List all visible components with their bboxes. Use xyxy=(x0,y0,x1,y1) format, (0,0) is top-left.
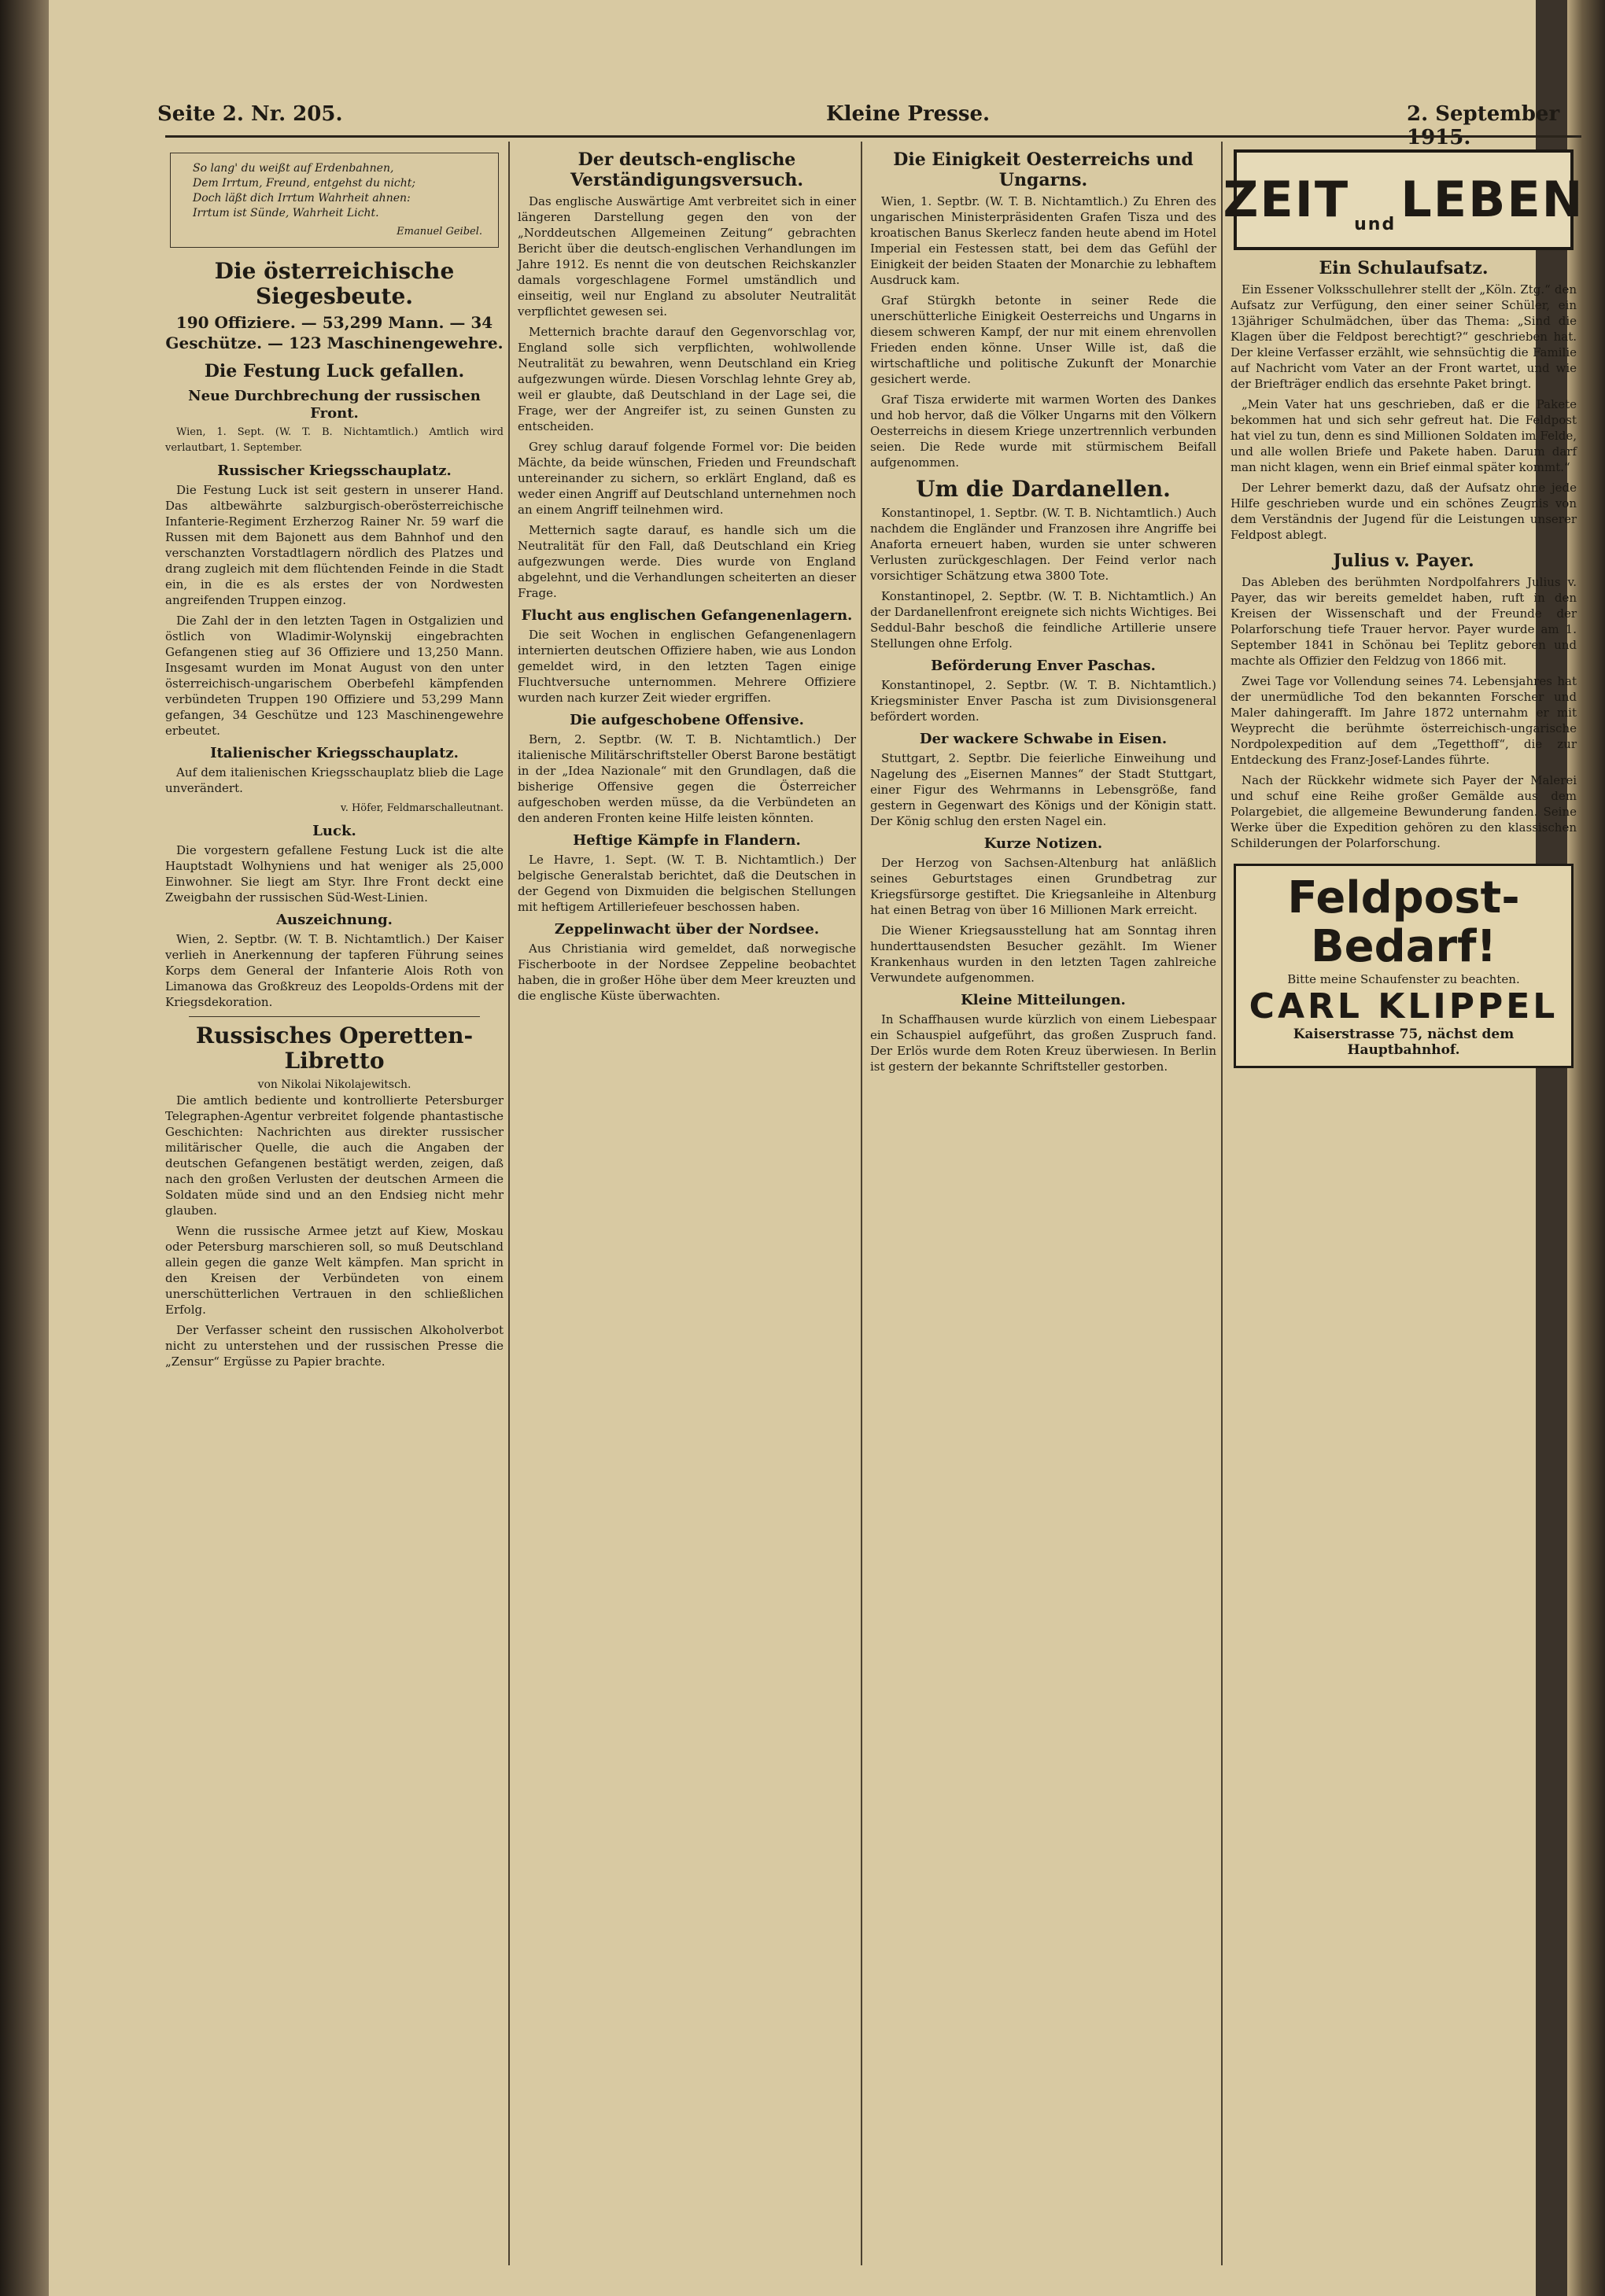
headline-einigkeit: Die Einigkeit Oesterreichs und Ungarns. xyxy=(893,149,1194,190)
paragraph: Die seit Wochen in englischen Gefangenenlagern internierten deutschen Offiziere haben, wie aus London gemeldet wird, in den letzten Tagen einige Fluchtversuche unternommen. Mehrere Offiziere wurden nach kurzer Zeit wieder ergriffen. xyxy=(518,628,856,705)
paragraph: Wenn die russische Armee jetzt auf Kiew, Moskau oder Petersburg marschieren soll, so muß Deutschland allein gegen die ganze Welt kämpfen. Man spricht in den Kreisen der Verbündeten von einem unerschütterlichen Vertrauen in den schließlichen Erfolg. xyxy=(165,1224,504,1317)
section-italienisch: Italienischer Kriegsschauplatz. xyxy=(210,745,459,761)
headline-luck-short: Luck. xyxy=(312,823,356,839)
feldpost-advertisement xyxy=(1234,864,1574,1068)
paragraph: Die vorgestern gefallene Festung Luck ist die alte Hauptstadt Wolhyniens und hat weniger als 25,000 Einwohner. Sie liegt am Styr. Ihre Front deckt eine Zweigbahn der russischen Süd-West-Linien. xyxy=(165,843,504,905)
headline-mitteilungen: Kleine Mitteilungen. xyxy=(961,992,1126,1008)
paragraph: Die Festung Luck ist seit gestern in unserer Hand. Das altbewährte salzburgisch-oberösterreichische Infanterie-Regiment Erzherzog Rainer Nr. 59 warf die Russen mit dem Bajonett aus dem Bahnhof und den verschanzten Vorstadtlagern nördlich des Platzes und drang zugleich mit dem flüchtenden Feinde in die Stadt ein, in die es als erstes der von Nordwesten angreifenden Truppen einzog. xyxy=(165,483,504,607)
headline-payer: Julius v. Payer. xyxy=(1333,551,1474,571)
paragraph: Aus Christiania wird gemeldet, daß norwegische Fischerboote in der Nordsee Zeppeline beobachtet haben, die in großer Höhe über dem Meer kreuzten und die englische Küste überwachten. xyxy=(518,942,856,1003)
paragraph: Grey schlug darauf folgende Formel vor: Die beiden Mächte, da beide wünschen, Frieden und Freundschaft untereinander zu sichern, so erklärt England, daß es weder einen Angriff auf Deutschland unternehmen noch an einem Angriff teilnehmen wird. xyxy=(518,440,856,517)
poem-author: Emanuel Geibel. xyxy=(397,226,482,238)
column-rule xyxy=(861,142,862,2265)
subheadline-numbers: 190 Offiziere. — 53,299 Mann. — 34 Geschütze. — 123 Maschinengewehre. xyxy=(165,313,504,352)
motto-poem xyxy=(170,153,499,248)
headline-schulaufsatz: Ein Schulaufsatz. xyxy=(1319,258,1489,278)
header-issue: Seite 2. Nr. 205. xyxy=(157,102,343,126)
header-title: Kleine Presse. xyxy=(826,102,991,126)
newspaper-page xyxy=(49,0,1585,2296)
zeit-und-leben-masthead xyxy=(1223,149,1585,250)
column-rule xyxy=(1221,142,1223,2265)
paragraph: Metternich sagte darauf, es handle sich um die Neutralität für den Fall, daß Deutschland ein Krieg aufgezwungen werde. Dies wurde von England abgelehnt, und die Verhandlungen scheiterten an dieser Frage. xyxy=(518,523,856,600)
ad-company: CARL KLIPPEL xyxy=(1249,986,1559,1026)
column-4 xyxy=(1223,142,1585,2281)
poem-line: Doch läßt dich Irrtum Wahrheit ahnen: xyxy=(193,192,411,205)
paragraph: Graf Tisza erwiderte mit warmen Worten des Dankes und hob hervor, daß die Völker Ungarns mit den Völkern Oesterreichs in diesem Kriege unzertrennlich verbunden seien. Die Rede wurde mit stürmischem Beifall aufgenommen. xyxy=(870,392,1216,470)
paragraph: Zwei Tage vor Vollendung seines 74. Lebensjahres hat der unermüdliche Tod den bekannten Forscher und Maler dahingerafft. Im Jahre 1872 unternahm er mit Weyprecht die berühmte österreichisch-ungarische Nordpolexpedition auf dem „Tegetthoff“, die zur Entdeckung des Franz-Josef-Landes führte. xyxy=(1230,674,1577,767)
paragraph: Die amtlich bediente und kontrollierte Petersburger Telegraphen-Agentur verbreitet folgende phantastische Geschichten: Nachrichten aus direkter russischer militärischer Quelle, die auch die Angaben der deutschen Gefangenen bestätigt werden, zeigen, daß nach den großen Verlusten der deutschen Armeen die Soldaten müde sind und an den Endsieg nicht mehr glauben. xyxy=(165,1093,504,1218)
paragraph: Wien, 2. Septbr. (W. T. B. Nichtamtlich.) Der Kaiser verlieh in Anerkennung der tapferen Führung seines Korps dem General der Infanterie Alois Roth von Limanowa das Großkreuz des Leopolds-Ordens mit der Kriegsdekoration. xyxy=(165,932,504,1009)
byline: von Nikolai Nikolajewitsch. xyxy=(257,1078,411,1091)
paragraph: Le Havre, 1. Sept. (W. T. B. Nichtamtlich.) Der belgische Generalstab berichtet, daß die Deutschen in der Gegend von Dixmuiden die belgischen Stellungen mit heftigem Artilleriefeuer beschossen haben. xyxy=(518,853,856,914)
headline-enver: Beförderung Enver Paschas. xyxy=(931,658,1156,674)
header-date: 2. September 1915. xyxy=(1407,102,1560,149)
ad-address: Kaiserstrasse 75, nächst dem Hauptbahnhof. xyxy=(1293,1026,1515,1058)
signature: v. Höfer, Feldmarschalleutnant. xyxy=(340,802,504,814)
paragraph: Die Zahl der in den letzten Tagen in Ostgalizien und östlich von Wladimir-Wolynskij eingebrachten Gefangenen stieg auf 36 Offiziere und 13,250 Mann. Insgesamt wurden im Monat August von den unter österreichisch-ungarischem Oberbefehl kämpfenden verbündeten Truppen 190 Offiziere und 53,299 Mann gefangen, 34 Geschütze und 123 Maschinengewehre erbeutet. xyxy=(165,614,504,738)
paragraph: „Mein Vater hat uns geschrieben, daß er die Pakete bekommen hat und sich sehr gefreut hat. Die Feldpost hat viel zu tun, denn es sind Millionen Soldaten im Felde, und alle wollen Briefe und Pakete haben. Darum darf man nicht klagen, wenn ein Brief einmal später kommt.“ xyxy=(1230,397,1577,474)
dateline: Wien, 1. Sept. (W. T. B. Nichtamtlich.) Amtlich wird verlautbart, 1. September. xyxy=(165,426,504,454)
poem-line: Dem Irrtum, Freund, entgehst du nicht; xyxy=(193,177,416,190)
headline-durchbrechung: Neue Durchbrechung der russischen Front. xyxy=(188,388,481,422)
column-1 xyxy=(165,142,504,2281)
headline-siegesbeute: Die österreichische Siegesbeute. xyxy=(214,258,455,309)
headline-verstaendigung: Der deutsch-englische Verständigungsversuch. xyxy=(570,149,804,190)
headline-schwabe: Der wackere Schwabe in Eisen. xyxy=(919,731,1168,747)
masthead-und: und xyxy=(1354,215,1397,234)
paragraph: Das Ableben des berühmten Nordpolfahrers Julius v. Payer, das wir bereits gemeldet haben, ruft in den Kreisen der Wissenschaft und der Freunde der Polarforschung tiefe Trauer hervor. Payer wurde am 1. September 1841 in Schönau bei Teplitz geboren und machte als Offizier den Feldzug von 1866 mit. xyxy=(1230,575,1577,668)
paragraph: Graf Stürgkh betonte in seiner Rede die unerschütterliche Einigkeit Oesterreichs und Ungarns in diesem schweren Kampf, der nur mit einem ehrenvollen Frieden enden könne. Unser Wille ist, daß die wirtschaftliche und politische Zukunft der Monarchie gesichert werde. xyxy=(870,293,1216,386)
paragraph: Der Herzog von Sachsen-Altenburg hat anläßlich seines Geburtstages einen Grundbetrag zur Kriegsfürsorge gestiftet. Die Kriegsanleihe in Altenburg hat einen Betrag von über 16 Millionen Mark erreicht. xyxy=(870,856,1216,917)
headline-luck: Die Festung Luck gefallen. xyxy=(204,361,465,381)
paragraph: Der Verfasser scheint den russischen Alkoholverbot nicht zu unterstehen und der russischen Presse die „Zensur“ Ergüsse zu Papier brachte. xyxy=(165,1323,504,1369)
paragraph: Nach der Rückkehr widmete sich Payer der Malerei und schuf eine Reihe großer Gemälde aus dem Polargebiet, die allgemeine Bewunderung fanden. Seine Werke über die Expedition gehören zu den klassischen Schilderungen der Polarforschung. xyxy=(1230,773,1577,850)
paragraph: Konstantinopel, 1. Septbr. (W. T. B. Nichtamtlich.) Auch nachdem die Engländer und Franzosen ihre Angriffe bei Anaforta erneuert haben, wurden sie unter schweren Verlusten zurückgeschlagen. Der Feind verlor nach vorsichtiger Schätzung etwa 3800 Tote. xyxy=(870,506,1216,583)
section-russisch: Russischer Kriegsschauplatz. xyxy=(217,463,452,479)
page-header xyxy=(157,102,1605,149)
paragraph: Konstantinopel, 2. Septbr. (W. T. B. Nichtamtlich.) An der Dardanellenfront ereignete sich nichts Wichtiges. Bei Seddul-Bahr beschoß die feindliche Artillerie unsere Stellungen ohne Erfolg. xyxy=(870,589,1216,650)
column-2 xyxy=(518,142,856,2281)
headline-notizen: Kurze Notizen. xyxy=(983,835,1103,852)
paragraph: Metternich brachte darauf den Gegenvorschlag vor, England solle sich verpflichten, wohlwollende Neutralität zu bewahren, wenn Deutschland ein Krieg aufgezwungen würde. Diesen Vorschlag lehnte Grey ab, weil er glaubte, daß Deutschland in der Lage sei, die Frage, wer der Angreifer ist, zu seinen Gunsten zu entscheiden. xyxy=(518,325,856,433)
headline-auszeichnung: Auszeichnung. xyxy=(276,912,393,928)
divider xyxy=(189,1016,480,1017)
paragraph: Die Wiener Kriegsausstellung hat am Sonntag ihren hunderttausendsten Besucher gezählt. Im Wiener Krankenhaus wurden in den letzten Tagen zahlreiche Verwundete aufgenommen. xyxy=(870,923,1216,985)
headline-offensive: Die aufgeschobene Offensive. xyxy=(570,712,804,728)
paragraph: Auf dem italienischen Kriegsschauplatz blieb die Lage unverändert. xyxy=(165,765,504,795)
masthead-zeit: ZEIT xyxy=(1223,171,1350,228)
ad-title: Feldpost-Bedarf! xyxy=(1287,872,1520,972)
ad-line: Bitte meine Schaufenster zu beachten. xyxy=(1287,972,1520,986)
paragraph: Stuttgart, 2. Septbr. Die feierliche Einweihung und Nagelung des „Eisernen Mannes“ der Stadt Stuttgart, einer Figur des Wehrmanns in Lebensgröße, fand gestern in Gegenwart des Königs und der Königin statt. Der König schlug den ersten Nagel ein. xyxy=(870,751,1216,828)
headline-dardanellen: Um die Dardanellen. xyxy=(916,476,1171,502)
headline-zeppelin: Zeppelinwacht über der Nordsee. xyxy=(554,921,820,938)
book-binding xyxy=(0,0,49,2296)
column-rule xyxy=(508,142,510,2265)
header-rule xyxy=(165,135,1581,138)
paragraph: Ein Essener Volksschullehrer stellt der „Köln. Ztg.“ den Aufsatz zur Verfügung, den einer seiner Schüler, ein 13jähriger Schulmädchen, über das Thema: „Sind die Klagen über die Feldpost berechtigt?“ geschrieben hat. Der kleine Verfasser erzählt, wie sehnsüchtig die Familie auf Nachricht vom Vater an der Front wartet, und wie der Briefträger endlich das ersehnte Paket bringt. xyxy=(1230,282,1577,391)
headline-flucht: Flucht aus englischen Gefangenenlagern. xyxy=(521,607,853,624)
paragraph: Das englische Auswärtige Amt verbreitet sich in einer längeren Darstellung gegen den von der „Norddeutschen Allgemeinen Zeitung“ gebrachten Bericht über die deutsch-englischen Verhandlungen im Jahre 1912. Es nennt die von deutschen Reichskanzler damals vorgeschlagene Formel umständlich und einseitig, weil nur England zu absoluter Neutralität verpflichtet gewesen sei. xyxy=(518,194,856,319)
poem-line: Irrtum ist Sünde, Wahrheit Licht. xyxy=(193,207,379,219)
paragraph: Konstantinopel, 2. Septbr. (W. T. B. Nichtamtlich.) Kriegsminister Enver Pascha ist zum Divisionsgeneral befördert worden. xyxy=(870,678,1216,724)
poem-line: So lang' du weißt auf Erdenbahnen, xyxy=(193,162,394,175)
paragraph: Bern, 2. Septbr. (W. T. B. Nichtamtlich.) Der italienische Militärschriftsteller Oberst Barone bestätigt in der „Idea Nazionale“ mit den Grundlagen, daß die bisherige Offensive gegen die Österreicher aufgeschoben werden müsse, da die Verbündeten an den anderen Fronten keine Hilfe leisten könnten. xyxy=(518,732,856,825)
masthead-leben: LEBEN xyxy=(1400,171,1585,228)
paragraph: Der Lehrer bemerkt dazu, daß der Aufsatz ohne jede Hilfe geschrieben wurde und ein schönes Zeugnis von dem Verständnis der Jugend für die Leistungen unserer Feldpost ablegt. xyxy=(1230,481,1577,542)
paragraph: In Schaffhausen wurde kürzlich von einem Liebespaar ein Schauspiel aufgeführt, das großen Zuspruch fand. Der Erlös wurde dem Roten Kreuz überwiesen. In Berlin ist gestern der bekannte Schriftsteller gestorben. xyxy=(870,1012,1216,1074)
headline-libretto: Russisches Operetten-Libretto xyxy=(195,1023,474,1074)
headline-flandern: Heftige Kämpfe in Flandern. xyxy=(573,832,801,849)
column-3 xyxy=(870,142,1216,2281)
paragraph: Wien, 1. Septbr. (W. T. B. Nichtamtlich.) Zu Ehren des ungarischen Ministerpräsidenten Grafen Tisza und des kroatischen Banus Skerlecz fanden heute abend im Hotel Imperial ein Festessen statt, bei dem das Gefühl der Einigkeit der beiden Staaten der Monarchie zu lebhaftem Ausdruck kam. xyxy=(870,194,1216,287)
